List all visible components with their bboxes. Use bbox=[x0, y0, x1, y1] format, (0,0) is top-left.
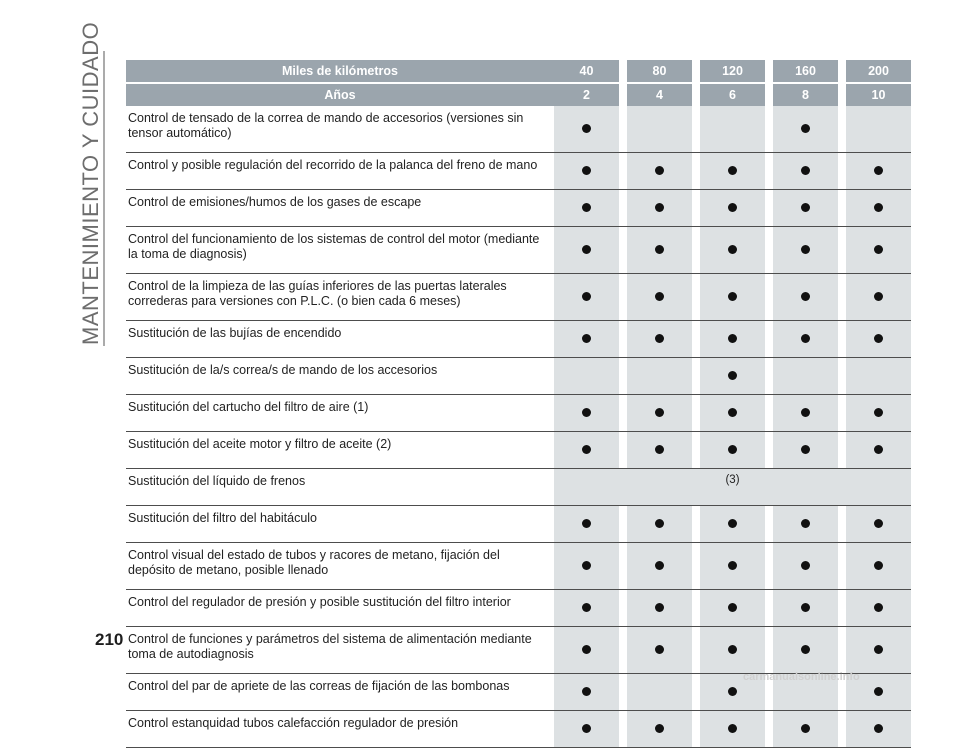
header-year-value: 8 bbox=[773, 83, 838, 106]
interval-cell bbox=[700, 106, 765, 153]
bullet-icon bbox=[728, 371, 737, 380]
interval-note: (3) bbox=[554, 469, 911, 506]
interval-cell bbox=[700, 590, 765, 627]
bullet-icon bbox=[655, 561, 664, 570]
interval-cell bbox=[554, 274, 619, 321]
bullet-icon bbox=[801, 334, 810, 343]
interval-cell bbox=[700, 432, 765, 469]
interval-cell bbox=[554, 395, 619, 432]
bullet-icon bbox=[874, 724, 883, 733]
header-km-value: 80 bbox=[627, 60, 692, 83]
bullet-icon bbox=[801, 561, 810, 570]
bullet-icon bbox=[728, 408, 737, 417]
interval-cell bbox=[700, 711, 765, 748]
header-km-value: 120 bbox=[700, 60, 765, 83]
bullet-icon bbox=[728, 203, 737, 212]
interval-cell bbox=[846, 227, 911, 274]
header-year-value: 10 bbox=[846, 83, 911, 106]
header-year-value: 4 bbox=[627, 83, 692, 106]
interval-cell bbox=[554, 543, 619, 590]
interval-cell bbox=[627, 674, 692, 711]
header-label-km: Miles de kilómetros bbox=[126, 60, 554, 83]
interval-cell bbox=[846, 153, 911, 190]
interval-cell bbox=[773, 321, 838, 358]
bullet-icon bbox=[582, 687, 591, 696]
bullet-icon bbox=[801, 408, 810, 417]
task-label: Control de la limpieza de las guías inferiores de las puertas laterales correderas para versiones con P.L.C. (o bien cada 6 meses) bbox=[126, 274, 554, 321]
bullet-icon bbox=[801, 124, 810, 133]
header-year-value: 2 bbox=[554, 83, 619, 106]
task-label: Sustitución del líquido de frenos bbox=[126, 469, 554, 506]
bullet-icon bbox=[728, 245, 737, 254]
bullet-icon bbox=[728, 645, 737, 654]
header-label-years: Años bbox=[126, 83, 554, 106]
interval-cell bbox=[846, 506, 911, 543]
interval-cell bbox=[627, 395, 692, 432]
bullet-icon bbox=[874, 166, 883, 175]
interval-cell bbox=[700, 274, 765, 321]
bullet-icon bbox=[655, 519, 664, 528]
interval-cell bbox=[554, 153, 619, 190]
bullet-icon bbox=[655, 334, 664, 343]
interval-cell bbox=[846, 590, 911, 627]
table-row bbox=[126, 469, 911, 506]
interval-cell bbox=[700, 543, 765, 590]
bullet-icon bbox=[728, 603, 737, 612]
interval-cell bbox=[554, 321, 619, 358]
bullet-icon bbox=[874, 645, 883, 654]
interval-cell bbox=[700, 321, 765, 358]
task-label: Sustitución del cartucho del filtro de aire (1) bbox=[126, 395, 554, 432]
interval-cell bbox=[773, 590, 838, 627]
interval-cell bbox=[846, 543, 911, 590]
interval-cell bbox=[846, 274, 911, 321]
interval-cell bbox=[554, 227, 619, 274]
interval-cell bbox=[627, 627, 692, 674]
table-row bbox=[126, 274, 911, 321]
table-row bbox=[126, 321, 911, 358]
interval-cell bbox=[773, 432, 838, 469]
task-label: Control del funcionamiento de los sistemas de control del motor (mediante la toma de diagnosis) bbox=[126, 227, 554, 274]
section-title: MANTENIMIENTO Y CUIDADO bbox=[78, 21, 103, 345]
interval-cell bbox=[773, 190, 838, 227]
interval-cell bbox=[773, 627, 838, 674]
task-label: Control de funciones y parámetros del sistema de alimentación mediante toma de autodiagnosis bbox=[126, 627, 554, 674]
interval-cell bbox=[627, 543, 692, 590]
section-divider bbox=[103, 51, 105, 346]
interval-cell bbox=[627, 432, 692, 469]
interval-cell bbox=[700, 395, 765, 432]
bullet-icon bbox=[582, 519, 591, 528]
table-row bbox=[126, 506, 911, 543]
bullet-icon bbox=[874, 292, 883, 301]
interval-cell bbox=[773, 153, 838, 190]
task-label: Sustitución del aceite motor y filtro de aceite (2) bbox=[126, 432, 554, 469]
header-km-value: 40 bbox=[554, 60, 619, 83]
interval-cell bbox=[554, 674, 619, 711]
footer-watermark: carmanualsonline.info bbox=[743, 671, 860, 683]
interval-cell bbox=[627, 711, 692, 748]
bullet-icon bbox=[801, 166, 810, 175]
bullet-icon bbox=[874, 519, 883, 528]
interval-cell bbox=[700, 153, 765, 190]
bullet-icon bbox=[728, 561, 737, 570]
bullet-icon bbox=[728, 724, 737, 733]
bullet-icon bbox=[874, 245, 883, 254]
bullet-icon bbox=[655, 445, 664, 454]
header-km-value: 160 bbox=[773, 60, 838, 83]
bullet-icon bbox=[582, 292, 591, 301]
interval-cell bbox=[627, 106, 692, 153]
table-row bbox=[126, 153, 911, 190]
bullet-icon bbox=[655, 203, 664, 212]
interval-cell bbox=[627, 506, 692, 543]
interval-cell bbox=[773, 274, 838, 321]
bullet-icon bbox=[801, 645, 810, 654]
header-row-km bbox=[126, 60, 911, 83]
interval-cell bbox=[554, 190, 619, 227]
bullet-icon bbox=[874, 561, 883, 570]
interval-cell bbox=[627, 227, 692, 274]
interval-cell bbox=[846, 395, 911, 432]
table-row bbox=[126, 190, 911, 227]
interval-cell bbox=[627, 321, 692, 358]
bullet-icon bbox=[728, 292, 737, 301]
interval-cell bbox=[700, 627, 765, 674]
interval-cell bbox=[773, 711, 838, 748]
bullet-icon bbox=[582, 334, 591, 343]
interval-cell bbox=[627, 358, 692, 395]
bullet-icon bbox=[728, 519, 737, 528]
bullet-icon bbox=[874, 203, 883, 212]
bullet-icon bbox=[582, 561, 591, 570]
interval-cell bbox=[627, 590, 692, 627]
bullet-icon bbox=[582, 166, 591, 175]
bullet-icon bbox=[655, 292, 664, 301]
bullet-icon bbox=[874, 603, 883, 612]
bullet-icon bbox=[655, 166, 664, 175]
table-row bbox=[126, 711, 911, 748]
interval-cell bbox=[773, 227, 838, 274]
bullet-icon bbox=[874, 334, 883, 343]
bullet-icon bbox=[655, 603, 664, 612]
table-row bbox=[126, 227, 911, 274]
interval-cell bbox=[773, 358, 838, 395]
task-label: Control de emisiones/humos de los gases de escape bbox=[126, 190, 554, 227]
table-row bbox=[126, 358, 911, 395]
bullet-icon bbox=[582, 603, 591, 612]
interval-cell bbox=[700, 190, 765, 227]
interval-cell bbox=[554, 590, 619, 627]
table-row bbox=[126, 395, 911, 432]
page-number: 210 bbox=[95, 630, 124, 649]
bullet-icon bbox=[582, 445, 591, 454]
interval-cell bbox=[773, 395, 838, 432]
bullet-icon bbox=[801, 203, 810, 212]
interval-cell bbox=[554, 506, 619, 543]
task-label: Control del regulador de presión y posible sustitución del filtro interior bbox=[126, 590, 554, 627]
bullet-icon bbox=[582, 203, 591, 212]
table-row bbox=[126, 627, 911, 674]
bullet-icon bbox=[655, 408, 664, 417]
bullet-icon bbox=[801, 724, 810, 733]
interval-cell bbox=[700, 227, 765, 274]
interval-cell bbox=[846, 627, 911, 674]
interval-cell bbox=[846, 190, 911, 227]
interval-cell bbox=[846, 711, 911, 748]
task-label: Control estanquidad tubos calefacción regulador de presión bbox=[126, 711, 554, 748]
bullet-icon bbox=[728, 445, 737, 454]
interval-cell bbox=[773, 506, 838, 543]
bullet-icon bbox=[582, 124, 591, 133]
task-label: Sustitución de las bujías de encendido bbox=[126, 321, 554, 358]
task-label: Control del par de apriete de las correas de fijación de las bombonas bbox=[126, 674, 554, 711]
interval-cell bbox=[627, 274, 692, 321]
table-row bbox=[126, 590, 911, 627]
bullet-icon bbox=[801, 445, 810, 454]
interval-cell bbox=[700, 506, 765, 543]
bullet-icon bbox=[874, 408, 883, 417]
interval-cell bbox=[773, 543, 838, 590]
bullet-icon bbox=[582, 245, 591, 254]
interval-cell bbox=[627, 153, 692, 190]
bullet-icon bbox=[582, 645, 591, 654]
bullet-icon bbox=[801, 245, 810, 254]
interval-cell bbox=[554, 358, 619, 395]
interval-cell bbox=[554, 627, 619, 674]
interval-cell bbox=[700, 358, 765, 395]
bullet-icon bbox=[655, 245, 664, 254]
table-row bbox=[126, 106, 911, 153]
bullet-icon bbox=[801, 519, 810, 528]
table-row bbox=[126, 432, 911, 469]
interval-cell bbox=[846, 321, 911, 358]
bullet-icon bbox=[582, 408, 591, 417]
bullet-icon bbox=[801, 292, 810, 301]
maintenance-schedule-table bbox=[126, 60, 911, 748]
table-row bbox=[126, 543, 911, 590]
bullet-icon bbox=[655, 645, 664, 654]
bullet-icon bbox=[728, 334, 737, 343]
bullet-icon bbox=[728, 166, 737, 175]
bullet-icon bbox=[874, 445, 883, 454]
bullet-icon bbox=[655, 724, 664, 733]
header-km-value: 200 bbox=[846, 60, 911, 83]
bullet-icon bbox=[728, 687, 737, 696]
interval-cell bbox=[846, 358, 911, 395]
task-label: Sustitución de la/s correa/s de mando de los accesorios bbox=[126, 358, 554, 395]
interval-cell bbox=[554, 432, 619, 469]
interval-cell bbox=[773, 106, 838, 153]
bullet-icon bbox=[874, 687, 883, 696]
header-year-value: 6 bbox=[700, 83, 765, 106]
interval-cell bbox=[846, 106, 911, 153]
task-label: Control visual del estado de tubos y racores de metano, fijación del depósito de metano, posible llenado bbox=[126, 543, 554, 590]
task-label: Sustitución del filtro del habitáculo bbox=[126, 506, 554, 543]
bullet-icon bbox=[582, 724, 591, 733]
task-label: Control de tensado de la correa de mando de accesorios (versiones sin tensor automático) bbox=[126, 106, 554, 153]
interval-cell bbox=[554, 711, 619, 748]
bullet-icon bbox=[801, 603, 810, 612]
interval-cell bbox=[627, 190, 692, 227]
task-label: Control y posible regulación del recorrido de la palanca del freno de mano bbox=[126, 153, 554, 190]
interval-cell bbox=[554, 106, 619, 153]
interval-cell bbox=[846, 432, 911, 469]
header-row-years bbox=[126, 83, 911, 106]
